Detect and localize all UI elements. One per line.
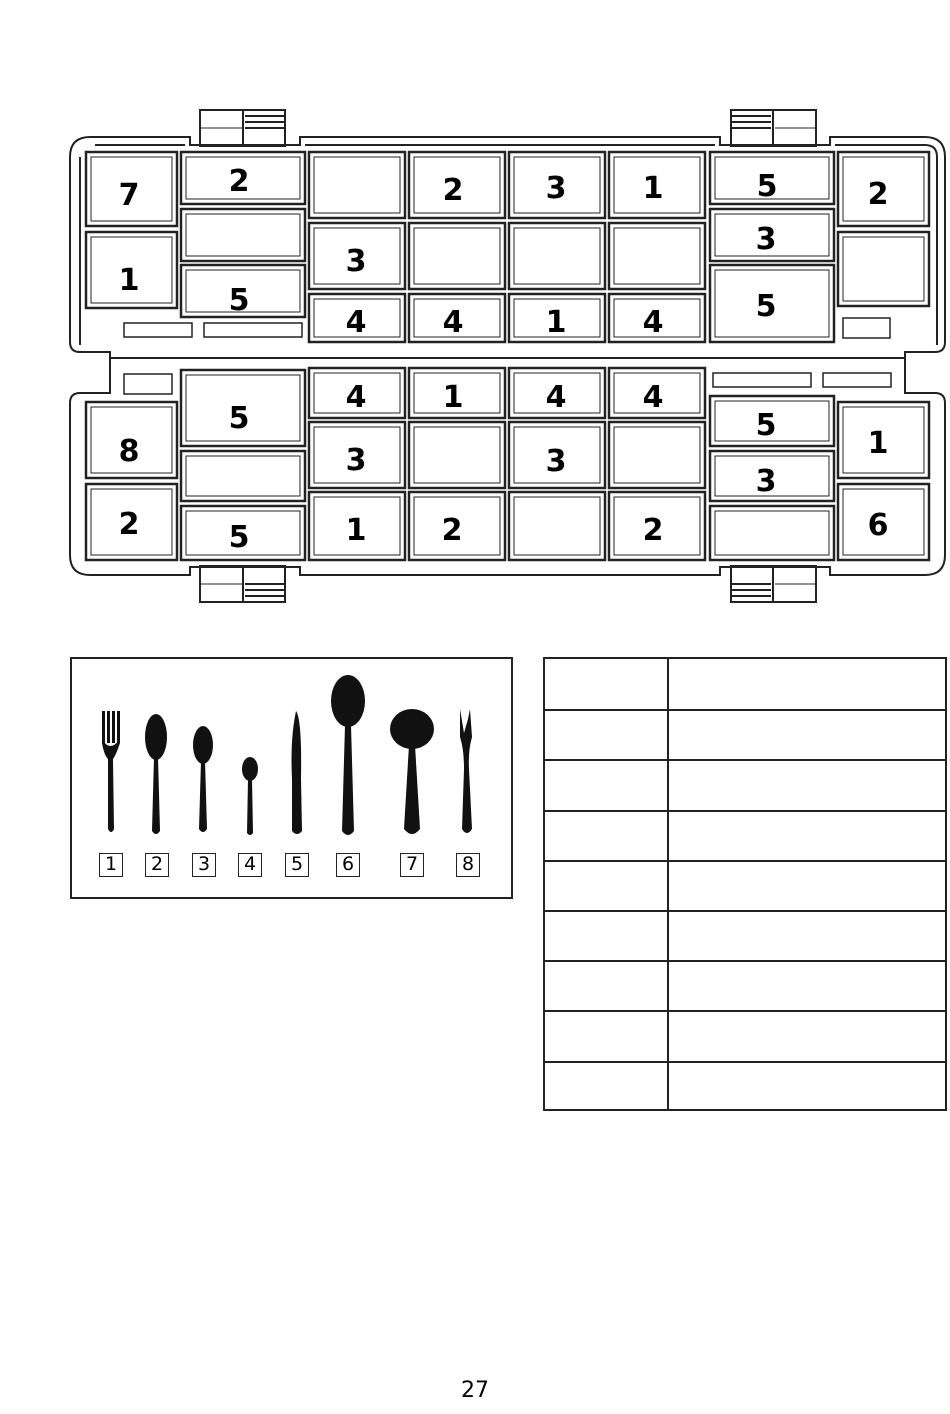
cutlery-table xyxy=(543,657,947,1111)
table-row xyxy=(545,960,945,1010)
upper-slot-number: 4 xyxy=(345,305,367,340)
lower-slot xyxy=(509,492,605,560)
lower-slot-number: 1 xyxy=(867,426,889,461)
lower-slot-number: 2 xyxy=(118,507,140,542)
upper-slot-number: 5 xyxy=(228,283,250,318)
table-cell-label xyxy=(667,761,669,809)
table-cell-label xyxy=(667,659,669,709)
upper-bar-1 xyxy=(124,323,192,337)
table-cell-num xyxy=(545,1063,667,1111)
table-cell-label xyxy=(667,962,669,1010)
upper-slot xyxy=(309,152,405,218)
tablespoon-icon xyxy=(145,714,167,834)
lower-bar-3 xyxy=(823,373,891,387)
upper-bar-3 xyxy=(843,318,890,338)
lower-slot xyxy=(609,422,705,488)
upper-slot-number: 4 xyxy=(642,305,664,340)
hinge-bottom-right xyxy=(731,566,816,602)
teaspoon-icon xyxy=(242,757,258,835)
upper-bar-2 xyxy=(204,323,302,337)
lower-bar-2 xyxy=(713,373,811,387)
upper-slot-number: 3 xyxy=(345,244,367,279)
upper-slot-number: 3 xyxy=(545,171,567,206)
lower-slot-number: 3 xyxy=(345,443,367,478)
table-cell-num xyxy=(545,962,667,1010)
upper-slot xyxy=(181,209,305,261)
hinge-top-right xyxy=(731,110,816,146)
table-cell-label xyxy=(667,1063,669,1111)
upper-slot-number: 5 xyxy=(755,289,777,324)
lower-slot-number: 6 xyxy=(867,508,889,543)
lower-slot-number: 2 xyxy=(642,513,664,548)
legend-number-4: 4 xyxy=(238,853,262,877)
lower-slot xyxy=(181,451,305,501)
upper-slot-number: 2 xyxy=(228,164,250,199)
fork-icon xyxy=(102,711,120,832)
legend-number-2: 2 xyxy=(145,853,169,877)
upper-slot xyxy=(409,223,505,289)
upper-slot-number: 2 xyxy=(442,173,464,208)
legend-number-3: 3 xyxy=(192,853,216,877)
hinge-top-left xyxy=(200,110,285,146)
table-row xyxy=(545,910,945,960)
lower-slot-number: 1 xyxy=(345,513,367,548)
table-cell-num xyxy=(545,912,667,960)
table-cell-num xyxy=(545,711,667,759)
lower-slot-number: 2 xyxy=(441,513,463,548)
page-number: 27 xyxy=(461,1378,489,1403)
upper-slot-number: 1 xyxy=(642,171,664,206)
serving-fork-icon xyxy=(460,709,472,833)
cutlery-tray-diagram xyxy=(0,0,950,610)
lower-slot-number: 3 xyxy=(545,444,567,479)
upper-slot xyxy=(509,223,605,289)
ladle-icon xyxy=(390,709,434,834)
lower-slot-number: 4 xyxy=(642,380,664,415)
table-cell-num xyxy=(545,761,667,809)
table-cell-label xyxy=(667,711,669,759)
table-row xyxy=(545,860,945,910)
table-row xyxy=(545,1010,945,1060)
lower-slot-number: 5 xyxy=(228,520,250,555)
lower-slot-number: 5 xyxy=(228,401,250,436)
lower-bar-1 xyxy=(124,374,172,394)
table-cell-label xyxy=(667,912,669,960)
table-cell-label xyxy=(667,1012,669,1060)
upper-slot-number: 4 xyxy=(442,305,464,340)
upper-slot-number: 3 xyxy=(755,222,777,257)
table-cell-label xyxy=(667,812,669,860)
legend-number-6: 6 xyxy=(336,853,360,877)
table-cell-num xyxy=(545,659,667,709)
lower-slot xyxy=(710,506,834,560)
legend-number-8: 8 xyxy=(456,853,480,877)
legend-number-5: 5 xyxy=(285,853,309,877)
table-cell-num xyxy=(545,862,667,910)
upper-slot-number: 5 xyxy=(756,169,778,204)
table-cell-label xyxy=(667,862,669,910)
legend-number-1: 1 xyxy=(99,853,123,877)
dessert-spoon-icon xyxy=(193,726,213,832)
table-cell-num xyxy=(545,812,667,860)
table-row xyxy=(545,759,945,809)
utensil-legend xyxy=(70,657,513,899)
lower-slot-number: 3 xyxy=(755,464,777,499)
upper-slot-number: 2 xyxy=(867,177,889,212)
lower-slot-number: 4 xyxy=(545,380,567,415)
lower-slot-number: 8 xyxy=(118,434,140,469)
lower-slot-number: 5 xyxy=(755,408,777,443)
lower-slot-number: 1 xyxy=(442,380,464,415)
upper-slot xyxy=(609,223,705,289)
upper-slot-number: 1 xyxy=(545,305,567,340)
knife-icon xyxy=(292,711,303,834)
table-row xyxy=(545,810,945,860)
legend-number-7: 7 xyxy=(400,853,424,877)
upper-slot xyxy=(838,232,929,306)
lower-slot xyxy=(409,422,505,488)
upper-slot-number: 7 xyxy=(118,178,140,213)
upper-slot-number: 1 xyxy=(118,263,140,298)
lower-slot-number: 4 xyxy=(345,380,367,415)
table-row xyxy=(545,659,945,709)
table-row xyxy=(545,1061,945,1111)
table-row xyxy=(545,709,945,759)
table-cell-num xyxy=(545,1012,667,1060)
serving-spoon-icon xyxy=(331,675,365,835)
hinge-bottom-left xyxy=(200,566,285,602)
